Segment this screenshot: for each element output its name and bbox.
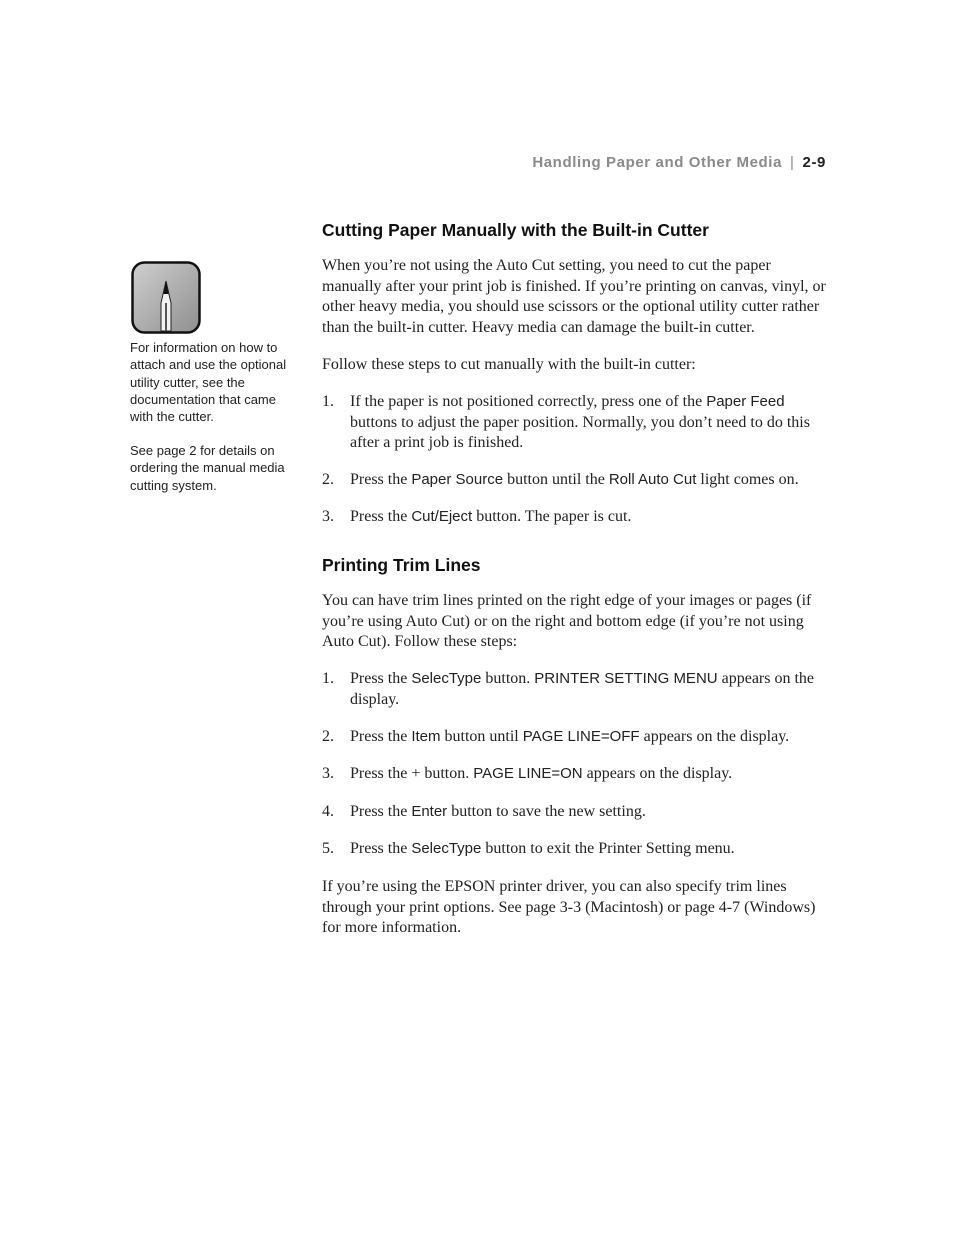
- ui-label-enter: Enter: [411, 803, 448, 820]
- ui-label-paper-feed: Paper Feed: [706, 393, 785, 410]
- list-item-trim-step-5: 5. Press the SelecType button to exit the Printer Setting menu.: [322, 840, 735, 857]
- paragraph-cutting-intro: When you’re not using the Auto Cut setting, you need to cut the paper manually after your print job is finished. If you’re printing on canvas, vinyl, or other heavy media, you should use scissors or the optional utility cutter rather than the built-in cutter. Heavy media can damage the built-in cutter.: [322, 257, 826, 336]
- list-item-trim-step-2: 2. Press the Item button until PAGE LINE=OFF appears on the display.: [322, 728, 790, 745]
- ui-label-cut-eject: Cut/Eject: [411, 508, 473, 525]
- ui-label-paper-source: Paper Source: [411, 471, 504, 488]
- page-number: 2-9: [802, 154, 826, 171]
- sidebar-note-cutter: For information on how to attach and use the optional utility cutter, see the documentation that came with the cutter.: [130, 340, 287, 425]
- header-separator: |: [790, 154, 795, 171]
- ui-label-selectype: SelecType: [411, 840, 482, 857]
- heading-cutting-paper: Cutting Paper Manually with the Built-in Cutter: [322, 220, 709, 240]
- section-title: Handling Paper and Other Media: [532, 154, 783, 171]
- ui-label-item: Item: [411, 728, 441, 745]
- list-item-trim-step-4: 4. Press the Enter button to save the new setting.: [322, 803, 646, 820]
- list-item-cut-step-2: 2. Press the Paper Source button until the Roll Auto Cut light comes on.: [322, 471, 799, 488]
- ui-label-selectype: SelecType: [411, 670, 482, 687]
- paragraph-trim-intro: You can have trim lines printed on the right edge of your images or pages (if you’re using Auto Cut) or on the right and bottom edge (if you’re not using Auto Cut). Follow these steps:: [322, 592, 812, 650]
- ui-label-roll-auto-cut: Roll Auto Cut: [608, 471, 697, 488]
- sidebar-note-ordering: See page 2 for details on ordering the manual media cutting system.: [130, 443, 285, 493]
- ui-label-page-line-off: PAGE LINE=OFF: [522, 728, 640, 745]
- list-item-trim-step-1: 1. Press the SelecType button. PRINTER SETTING MENU appears on the display.: [322, 670, 815, 708]
- paragraph-epson-driver: If you’re using the EPSON printer driver, you can also specify trim lines through your print options. See page 3-3 (Macintosh) or page 4-7 (Windows) for more information.: [322, 878, 816, 936]
- list-item-cut-step-1: 1. If the paper is not positioned correctly, press one of the Paper Feed buttons to adjust the paper position. Normally, you don’t need to do this after a print job is finished.: [322, 393, 810, 451]
- paragraph-cutting-steps-intro: Follow these steps to cut manually with the built-in cutter:: [322, 356, 696, 373]
- running-header: [532, 154, 826, 171]
- list-item-cut-step-3: 3. Press the Cut/Eject button. The paper is cut.: [322, 508, 632, 525]
- ui-label-printer-setting-menu: PRINTER SETTING MENU: [534, 670, 718, 687]
- list-item-trim-step-3: 3. Press the + button. PAGE LINE=ON appears on the display.: [322, 765, 733, 782]
- pencil-note-icon: [131, 261, 201, 334]
- heading-printing-trim-lines: Printing Trim Lines: [322, 555, 481, 575]
- ui-label-page-line-on: PAGE LINE=ON: [473, 765, 583, 782]
